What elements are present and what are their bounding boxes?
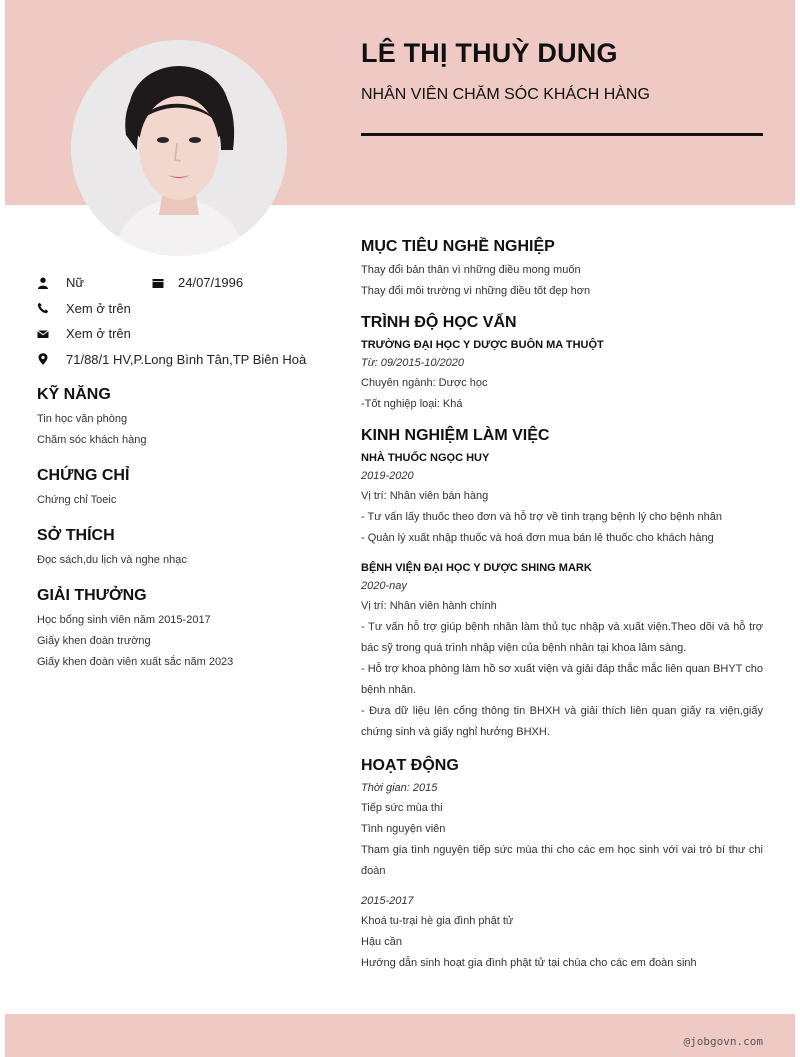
portrait-image bbox=[71, 40, 287, 256]
job-position: Vị trí: Nhân viên hành chính bbox=[361, 600, 497, 612]
education-grade: -Tốt nghiệp loại: Khá bbox=[361, 398, 463, 410]
activity-desc: Tham gia tình nguyện tiếp sức mùa thi cho các em học sinh với vai trò bí thư chi đoàn bbox=[361, 844, 763, 877]
header-divider bbox=[361, 133, 763, 136]
address-value: 71/88/1 HV,P.Long Bình Tân,TP Biên Hoà bbox=[66, 351, 307, 367]
profile-photo bbox=[71, 40, 287, 256]
email-value: Xem ở trên bbox=[66, 326, 131, 342]
award-item: Học bổng sinh viên năm 2015-2017 bbox=[37, 614, 211, 626]
contact-address-row bbox=[37, 347, 327, 373]
skill-item: Tin học văn phòng bbox=[37, 413, 128, 425]
objective-line: Thay đổi bản thân vì những điều mong muốn bbox=[361, 264, 581, 276]
activities-heading: HOẠT ĐỘNG bbox=[361, 757, 459, 774]
job-company: NHÀ THUỐC NGỌC HUY bbox=[361, 452, 490, 464]
phone-icon bbox=[37, 302, 49, 314]
calendar-icon bbox=[152, 277, 164, 289]
activity-period: Thời gian: 2015 bbox=[361, 782, 438, 794]
job-duty: - Tư vấn hỗ trợ giúp bệnh nhân làm thủ tục nhập và xuất viện.Theo dõi và hỗ trợ bác sỹ trong quá trình nhập viện của bệnh nhân tại khoa lâm sàng. bbox=[361, 621, 763, 654]
user-icon bbox=[37, 277, 49, 289]
dob-group bbox=[152, 275, 243, 290]
job-company: BỆNH VIỆN ĐẠI HỌC Y DƯỢC SHING MARK bbox=[361, 562, 592, 574]
job-duty: - Quản lý xuất nhập thuốc và hoá đơn mua bán lẻ thuốc cho khách hàng bbox=[361, 532, 714, 544]
job-title: NHÂN VIÊN CHĂM SÓC KHÁCH HÀNG bbox=[361, 86, 650, 103]
activity-period: 2015-2017 bbox=[361, 895, 414, 907]
activity-role: Tình nguyện viên bbox=[361, 823, 446, 835]
certificate-item: Chứng chỉ Toeic bbox=[37, 494, 117, 506]
hobbies-heading: SỞ THÍCH bbox=[37, 527, 115, 544]
footer-band bbox=[5, 1014, 795, 1057]
email-icon bbox=[37, 328, 49, 340]
activity-org: Tiếp sức mùa thi bbox=[361, 802, 443, 814]
job-position: Vị trí: Nhân viên bán hàng bbox=[361, 490, 489, 502]
phone-value: Xem ở trên bbox=[66, 300, 131, 316]
contact-gender-dob-row bbox=[37, 270, 327, 296]
objective-line: Thay đổi môi trường vì những điều tốt đẹp hơn bbox=[361, 285, 591, 297]
education-major: Chuyên ngành: Dược học bbox=[361, 377, 488, 389]
job-duty: - Đưa dữ liệu lên cổng thông tin BHXH và giải thích liên quan giấy ra viện,giấy chứng sinh và giấy nghỉ hưởng BHXH. bbox=[361, 705, 763, 738]
skill-item: Chăm sóc khách hàng bbox=[37, 434, 147, 446]
candidate-name: LÊ THỊ THUỲ DUNG bbox=[361, 38, 618, 68]
education-school: TRƯỜNG ĐẠI HỌC Y DƯỢC BUÔN MA THUỘT bbox=[361, 339, 604, 351]
award-item: Giấy khen đoàn trường bbox=[37, 635, 151, 647]
left-column bbox=[37, 270, 327, 673]
activity-desc: Hướng dẫn sinh hoạt gia đình phật tử tại chùa cho các em đoàn sinh bbox=[361, 957, 697, 969]
contact-phone-row bbox=[37, 296, 327, 322]
activity-role: Hậu cần bbox=[361, 936, 402, 948]
activity-org: Khoá tu-trại hè gia đình phật tử bbox=[361, 915, 514, 927]
education-period: Từ: 09/2015-10/2020 bbox=[361, 357, 464, 369]
contact-email-row bbox=[37, 321, 327, 347]
experience-heading: KINH NGHIỆM LÀM VIỆC bbox=[361, 427, 550, 444]
location-icon bbox=[37, 353, 49, 365]
dob-value: 24/07/1996 bbox=[178, 275, 244, 291]
skills-heading: KỸ NĂNG bbox=[37, 386, 111, 403]
education-heading: TRÌNH ĐỘ HỌC VẤN bbox=[361, 314, 517, 331]
objective-heading: MỤC TIÊU NGHỀ NGHIỆP bbox=[361, 238, 555, 255]
gender-value: Nữ bbox=[66, 275, 85, 291]
hobby-item: Đọc sách,du lịch và nghe nhạc bbox=[37, 554, 187, 566]
right-column bbox=[361, 238, 763, 974]
awards-heading: GIẢI THƯỞNG bbox=[37, 587, 147, 604]
award-item: Giấy khen đoàn viên xuất sắc năm 2023 bbox=[37, 656, 234, 668]
job-duty: - Tư vấn lấy thuốc theo đơn và hỗ trợ về tình trạng bệnh lý cho bệnh nhân bbox=[361, 511, 722, 523]
job-period: 2020-nay bbox=[361, 580, 407, 592]
footer-brand: @jobgovn.com bbox=[683, 1035, 763, 1048]
job-period: 2019-2020 bbox=[361, 470, 414, 482]
job-duty: - Hỗ trợ khoa phòng làm hồ sơ xuất viện và giải đáp thắc mắc liên quan BHYT cho bệnh nhân. bbox=[361, 663, 763, 696]
certificates-heading: CHỨNG CHỈ bbox=[37, 467, 130, 484]
